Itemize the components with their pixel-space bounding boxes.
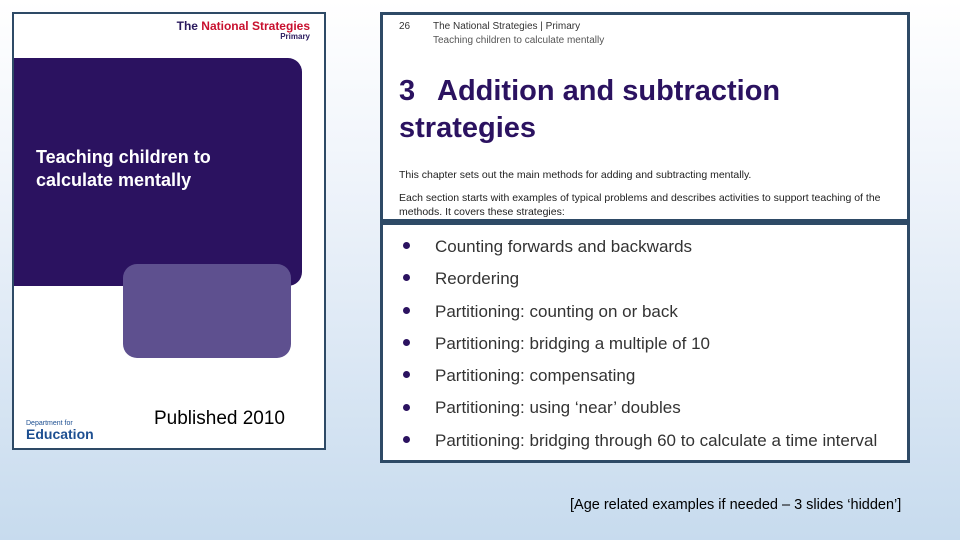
bullet-icon <box>403 404 410 411</box>
chapter-page <box>380 12 910 222</box>
cover-title: Teaching children to calculate mentally <box>36 147 211 190</box>
cover-brand-the: The <box>176 19 202 33</box>
chapter-title-text: Addition and subtraction strategies <box>399 75 781 144</box>
list-item <box>403 263 877 295</box>
strategies-list <box>403 231 877 457</box>
cover-brand-name: National Strategies <box>201 19 310 33</box>
header-subtitle: Teaching children to calculate mentally <box>433 35 605 46</box>
bullet-icon <box>403 307 410 314</box>
bullet-icon <box>403 436 410 443</box>
list-item <box>403 328 877 360</box>
chapter-intro-2: Each section starts with examples of typical problems and describes activities to support teaching of the methods. It covers these strategies: <box>399 192 881 218</box>
strategy-label: Partitioning: counting on or back <box>435 301 678 321</box>
bullet-icon <box>403 274 410 281</box>
bullet-icon <box>403 242 410 249</box>
strategy-label: Partitioning: compensating <box>435 366 636 386</box>
bullet-icon <box>403 371 410 378</box>
cover-brand <box>177 20 310 42</box>
dept-line1: Department for <box>26 420 73 427</box>
list-item <box>403 360 877 392</box>
chapter-number: 3 <box>399 75 416 107</box>
published-label: Published 2010 <box>154 408 285 429</box>
bullet-icon <box>403 339 410 346</box>
list-item <box>403 296 877 328</box>
cover-lilac-panel <box>123 264 291 358</box>
chapter-header <box>399 20 604 48</box>
department-logo <box>26 420 94 441</box>
strategy-label: Partitioning: bridging through 60 to calculate a time interval <box>435 430 878 450</box>
chapter-title <box>399 73 899 147</box>
dept-line2: Education <box>26 426 94 442</box>
hidden-slides-note: [Age related examples if needed – 3 slides ‘hidden’] <box>570 497 902 513</box>
cover-brand-sub: Primary <box>280 32 310 42</box>
list-item <box>403 231 877 263</box>
list-item <box>403 425 877 457</box>
strategy-label: Counting forwards and backwards <box>435 237 693 256</box>
chapter-intro-1: This chapter sets out the main methods for adding and subtracting mentally. <box>399 169 752 181</box>
strategies-panel <box>380 222 910 463</box>
strategy-label: Partitioning: using ‘near’ doubles <box>435 398 681 418</box>
document-cover <box>12 12 326 450</box>
header-title: The National Strategies | Primary <box>433 21 581 32</box>
page-number: 26 <box>399 21 411 32</box>
strategy-label: Reordering <box>435 269 520 289</box>
list-item <box>403 392 877 424</box>
strategy-label: Partitioning: bridging a multiple of 10 <box>435 333 710 353</box>
